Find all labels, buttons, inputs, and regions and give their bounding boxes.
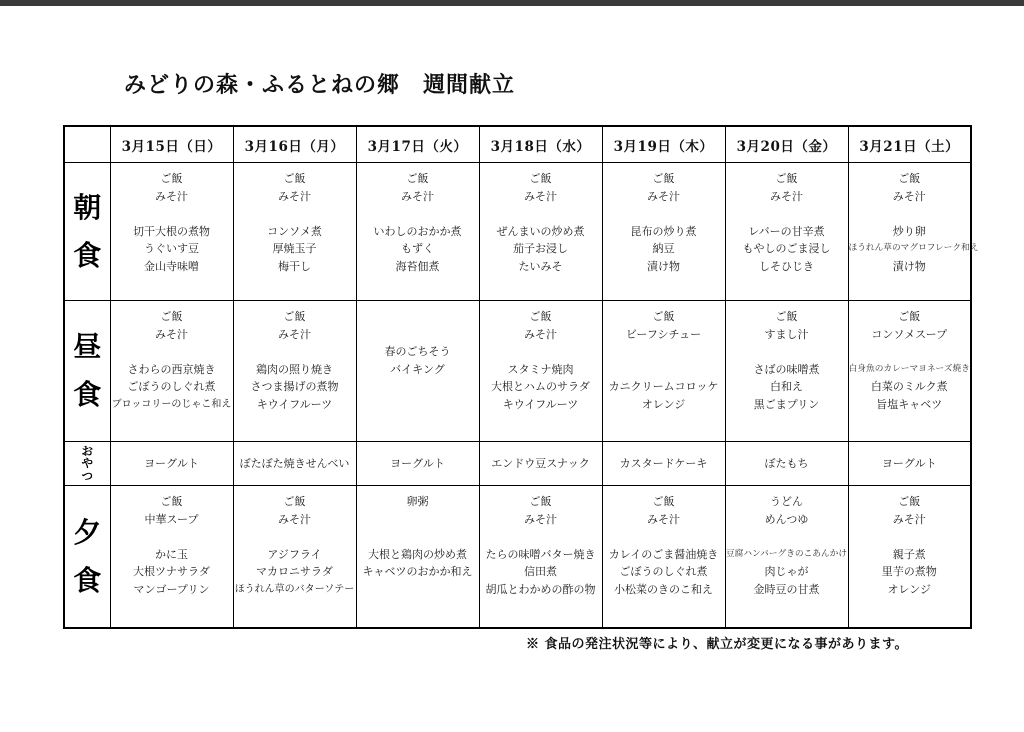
menu-item: みそ汁 (647, 189, 680, 203)
menu-item: ご飯 (529, 310, 552, 323)
date-header-5: 3月20日（金） (725, 126, 848, 163)
corner-cell (64, 126, 110, 163)
menu-item: アジフライ (267, 547, 322, 561)
blank-line (357, 205, 479, 223)
footnote: ※ 食品の発注状況等により、献立が変更になる事があります。 (526, 637, 908, 652)
row-lunch (64, 301, 971, 442)
blank-line (603, 528, 725, 546)
blank-line (234, 205, 356, 223)
date-header-row (64, 126, 971, 163)
snack-cell-1 (233, 442, 356, 486)
menu-item: キャベツのおかか和え (362, 565, 473, 578)
menu-item: たいみそ (518, 259, 563, 273)
dinner-cell-5 (725, 486, 848, 629)
menu-item: 納豆 (652, 242, 675, 255)
dinner-cell-1 (233, 486, 356, 629)
blank-line (603, 343, 725, 361)
menu-item: 信田煮 (524, 565, 557, 578)
blank-line (480, 528, 602, 546)
lunch-cell-0 (110, 301, 233, 442)
menu-item: 鶏肉の照り焼き (256, 362, 333, 376)
breakfast-cell-1 (233, 163, 356, 301)
menu-item: いわしのおかか煮 (373, 224, 462, 238)
lunch-cell-5 (725, 301, 848, 442)
menu-item: カレイのごま醤油焼き (608, 547, 719, 561)
menu-item: 茄子お浸し (513, 242, 568, 255)
date-header-1: 3月16日（月） (233, 126, 356, 163)
breakfast-cell-6 (848, 163, 979, 301)
menu-item: 卵粥 (406, 495, 429, 508)
blank-line (849, 343, 971, 361)
date-header-4: 3月19日（木） (602, 126, 725, 163)
menu-item: みそ汁 (524, 327, 557, 341)
menu-item: 厚焼玉子 (272, 242, 317, 255)
menu-table-body (64, 163, 979, 629)
menu-item: 肉じゃが (764, 565, 809, 578)
menu-item: ビーフシチュー (625, 327, 702, 341)
blank-line (726, 205, 848, 223)
menu-item: ご飯 (775, 172, 798, 185)
menu-item: ぜんまいの炒め煮 (496, 224, 585, 238)
snack-cell-3 (479, 442, 602, 486)
row-label-dinner: 夕 食 (64, 486, 110, 629)
menu-item: ぼたもち (764, 456, 809, 470)
lunch-cell-1 (233, 301, 356, 442)
menu-item: ご飯 (652, 310, 675, 323)
menu-item: うどん (770, 495, 803, 508)
weekly-menu-table (63, 125, 979, 629)
menu-item: 梅干し (278, 259, 311, 273)
dinner-cell-2 (356, 486, 479, 629)
menu-item: 炒り卵 (892, 224, 926, 238)
menu-item: バイキング (390, 362, 445, 376)
blank-line (726, 343, 848, 361)
menu-item: カニクリームコロッケ (608, 380, 719, 393)
date-header-3: 3月18日（水） (479, 126, 602, 163)
blank-line (357, 396, 479, 414)
menu-item: ぼたぼた焼きせんべい (239, 456, 350, 470)
menu-item: カスタードケーキ (619, 456, 708, 470)
menu-item: みそ汁 (155, 327, 188, 341)
menu-item: みそ汁 (892, 189, 926, 203)
snack-cell-2 (356, 442, 479, 486)
blank-line (603, 205, 725, 223)
blank-line (234, 343, 356, 361)
menu-item: みそ汁 (278, 327, 311, 341)
row-label-snack: お や つ (64, 442, 110, 486)
breakfast-cell-2 (356, 163, 479, 301)
snack-cell-6 (848, 442, 971, 486)
menu-item: かに玉 (155, 547, 188, 561)
menu-item: ご飯 (406, 172, 429, 185)
menu-item: ご飯 (652, 172, 675, 185)
menu-item: すまし汁 (764, 327, 809, 341)
menu-item: みそ汁 (524, 189, 557, 203)
menu-item: 金時豆の甘煮 (753, 582, 820, 596)
menu-item: 旨塩キャベツ (876, 397, 943, 411)
blank-line (357, 581, 479, 599)
lunch-cell-2 (356, 301, 479, 442)
menu-item: ほうれん草のマグロフレーク和え (848, 243, 979, 253)
menu-item: ご飯 (775, 310, 798, 323)
menu-item: たらの味噌バター焼き (485, 547, 596, 561)
blank-line (111, 528, 233, 546)
menu-item: 大根と鶏肉の炒め煮 (368, 547, 467, 561)
menu-item: ご飯 (283, 310, 306, 323)
page-title: みどりの森・ふるとねの郷 週間献立 (124, 72, 516, 98)
blank-line (357, 326, 479, 344)
menu-item: 白和え (770, 380, 803, 393)
menu-item: ほうれん草のバターソテー (234, 583, 355, 595)
menu-item: もやしのごま浸し (742, 242, 831, 255)
menu-item: ブロッコリーのじゃこ和え (111, 398, 232, 410)
menu-item: オレンジ (887, 582, 931, 596)
row-label-lunch: 昼 食 (64, 301, 110, 442)
blank-line (357, 511, 479, 529)
breakfast-cell-4 (602, 163, 725, 301)
menu-item: コンソメ煮 (267, 224, 322, 238)
menu-item: 漬け物 (892, 259, 926, 273)
row-breakfast (64, 163, 971, 301)
blank-line (111, 205, 233, 223)
blank-line (234, 528, 356, 546)
menu-item: ご飯 (652, 495, 675, 508)
menu-item: しそひじき (759, 259, 814, 273)
breakfast-cell-3 (479, 163, 602, 301)
breakfast-cell-0 (110, 163, 233, 301)
menu-item: 春のごちそう (384, 345, 451, 358)
menu-item: みそ汁 (278, 189, 311, 203)
menu-item: みそ汁 (647, 512, 680, 526)
blank-line (480, 343, 602, 361)
menu-item: みそ汁 (770, 189, 803, 203)
menu-item: エンドウ豆スナック (491, 456, 590, 470)
menu-item: 胡瓜とわかめの酢の物 (485, 582, 596, 596)
menu-item: 白菜のミルク煮 (870, 380, 948, 393)
blank-line (357, 308, 479, 326)
menu-item: レバーの甘辛煮 (748, 224, 825, 238)
blank-line (849, 205, 971, 223)
menu-item: 中華スープ (144, 512, 199, 526)
dinner-cell-0 (110, 486, 233, 629)
snack-cell-0 (110, 442, 233, 486)
menu-item: ご飯 (160, 310, 183, 323)
menu-item: 黒ごまプリン (753, 397, 820, 411)
menu-item: ヨーグルト (144, 456, 199, 470)
dinner-cell-6 (848, 486, 971, 629)
menu-item: ご飯 (160, 495, 183, 508)
menu-item: 大根ツナサラダ (133, 565, 210, 578)
menu-item: ご飯 (529, 495, 552, 508)
menu-item: ご飯 (160, 172, 183, 185)
date-header-0: 3月15日（日） (110, 126, 233, 163)
menu-item: 大根とハムのサラダ (491, 380, 590, 393)
menu-item: さばの味噌煮 (753, 362, 820, 376)
row-label-breakfast: 朝 食 (64, 163, 110, 301)
blank-line (726, 528, 848, 546)
menu-item: みそ汁 (524, 512, 557, 526)
menu-item: ご飯 (898, 172, 921, 185)
blank-line (849, 528, 971, 546)
menu-item: 里芋の煮物 (881, 565, 937, 578)
menu-item: 豆腐ハンバーグきのこあんかけ (725, 548, 848, 559)
lunch-cell-6 (848, 301, 971, 442)
menu-item: マカロニサラダ (256, 565, 333, 578)
menu-item: ご飯 (898, 495, 921, 508)
lunch-cell-3 (479, 301, 602, 442)
menu-item: ご飯 (283, 495, 306, 508)
menu-item: めんつゆ (764, 512, 809, 526)
blank-line (603, 361, 725, 379)
dinner-cell-3 (479, 486, 602, 629)
menu-item: 金山寺味噌 (144, 259, 199, 273)
menu-item: ヨーグルト (390, 456, 445, 470)
menu-item: 親子煮 (892, 547, 926, 561)
dinner-cell-4 (602, 486, 725, 629)
menu-item: キウイフルーツ (256, 397, 333, 411)
menu-item: 海苔佃煮 (395, 259, 440, 273)
menu-item: 切干大根の煮物 (133, 224, 210, 238)
row-dinner (64, 486, 971, 629)
menu-item: 白身魚のカレーマヨネーズ焼き (848, 363, 970, 374)
menu-item: みそ汁 (278, 512, 311, 526)
menu-item: スタミナ焼肉 (507, 362, 574, 376)
menu-item: もずく (401, 242, 434, 255)
breakfast-cell-5 (725, 163, 848, 301)
menu-item: 昆布の炒り煮 (630, 224, 697, 238)
menu-item: ご飯 (898, 310, 921, 323)
row-snack (64, 442, 971, 486)
menu-item: さわらの西京焼き (127, 362, 216, 376)
menu-item: 漬け物 (647, 259, 680, 273)
snack-cell-5 (725, 442, 848, 486)
scan-top-bar (0, 0, 1024, 6)
blank-line (111, 343, 233, 361)
snack-cell-4 (602, 442, 725, 486)
menu-item: キウイフルーツ (502, 397, 579, 411)
lunch-cell-4 (602, 301, 725, 442)
menu-item: 小松菜のきのこ和え (614, 582, 713, 596)
menu-item: ヨーグルト (881, 456, 937, 470)
menu-item: うぐいす豆 (144, 242, 199, 255)
menu-item: ご飯 (283, 172, 306, 185)
menu-item: みそ汁 (892, 512, 926, 526)
date-header-2: 3月17日（火） (356, 126, 479, 163)
menu-item: ごぼうのしぐれ煮 (127, 380, 216, 393)
menu-item: みそ汁 (155, 189, 188, 203)
menu-item: ご飯 (529, 172, 552, 185)
menu-item: ごぼうのしぐれ煮 (619, 565, 708, 578)
menu-item: コンソメスープ (871, 327, 948, 341)
blank-line (357, 528, 479, 546)
blank-line (357, 378, 479, 396)
menu-item: さつま揚げの煮物 (250, 380, 339, 393)
menu-item: オレンジ (641, 397, 686, 411)
blank-line (480, 205, 602, 223)
date-header-6: 3月21日（土） (848, 126, 971, 163)
menu-item: マンゴープリン (133, 582, 210, 596)
menu-item: みそ汁 (401, 189, 434, 203)
